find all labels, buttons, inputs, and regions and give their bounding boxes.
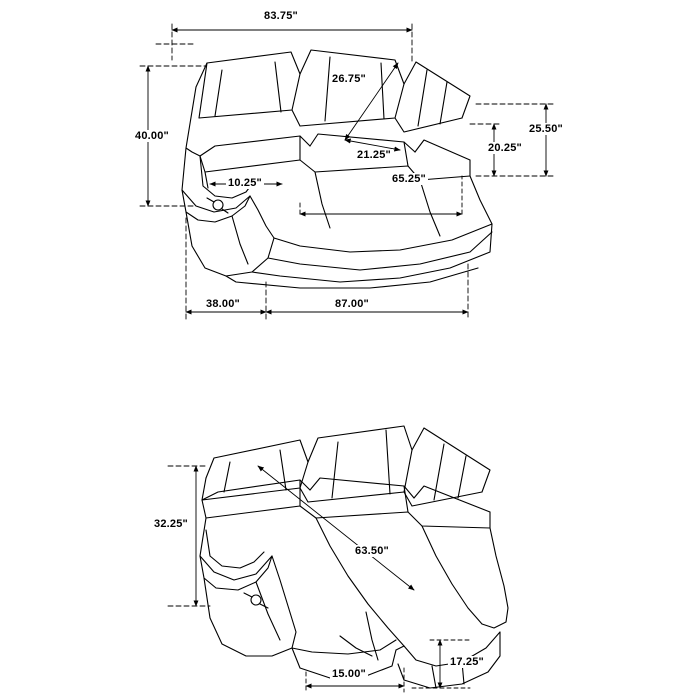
dimension-label-footrest-length: 15.00" [332, 668, 366, 680]
dimension-label-depth-extended: 87.00" [335, 298, 369, 310]
top-view-sofa-illustration [182, 50, 492, 288]
dimension-label-depth-closed: 38.00" [206, 298, 240, 310]
dimension-label-back-cushion-depth: 26.75" [332, 73, 366, 85]
dimension-label-width-overall-top: 83.75" [264, 10, 298, 22]
bottom-view-dimension-lines [168, 466, 470, 692]
bottom-view-sofa-illustration [200, 426, 508, 688]
dimension-label-reclined-height: 32.25" [154, 518, 188, 530]
dimension-label-seat-height: 20.25" [488, 142, 522, 154]
dimension-label-reclined-seat-span: 63.50" [355, 545, 389, 557]
top-view-dimension-lines [140, 24, 556, 320]
dimension-label-seat-depth: 21.25" [357, 149, 391, 161]
dimension-label-arm-height: 25.50" [529, 123, 563, 135]
dimension-label-seat-width: 65.25" [392, 173, 426, 185]
dimension-label-back-height: 40.00" [135, 130, 169, 142]
dimension-label-arm-width: 10.25" [228, 177, 262, 189]
dimension-label-footrest-height: 17.25" [450, 656, 484, 668]
